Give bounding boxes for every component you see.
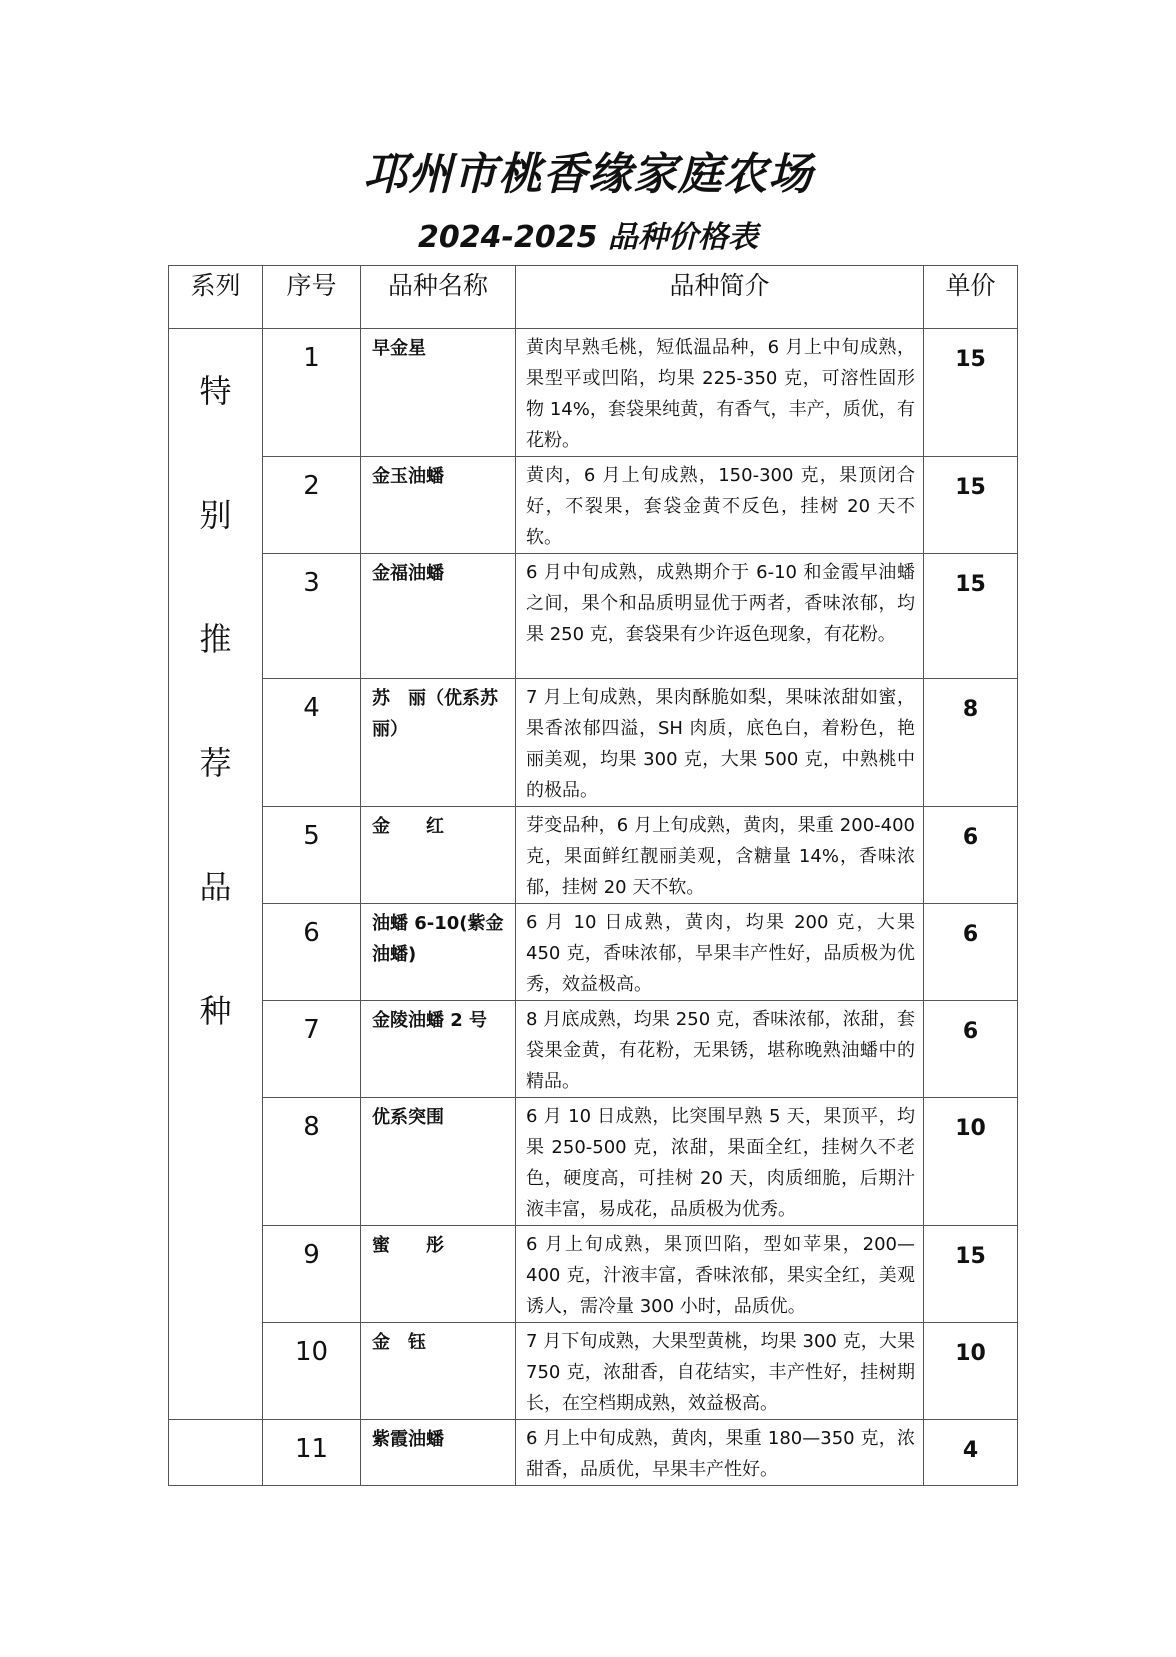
row-price: 10 <box>924 1323 1018 1420</box>
row-desc: 芽变品种，6 月上旬成熟，黄肉，果重 200-400 克，果面鲜红靓丽美观，含糖量 14%，香味浓郁，挂树 20 天不软。 <box>516 807 924 904</box>
page-title: 邛州市桃香缘家庭农场 <box>363 149 813 200</box>
price-table <box>168 265 1018 1486</box>
row-index: 9 <box>263 1226 361 1323</box>
row-name: 优系突围 <box>361 1098 516 1226</box>
row-index: 10 <box>263 1323 361 1420</box>
row-price: 15 <box>924 1226 1018 1323</box>
row-price: 10 <box>924 1098 1018 1226</box>
row-price: 8 <box>924 679 1018 807</box>
table-row <box>169 1001 1018 1098</box>
row-desc: 6 月上中旬成熟，黄肉，果重 180—350 克，浓甜香，品质优，早果丰产性好。 <box>516 1420 924 1486</box>
row-index: 2 <box>263 457 361 554</box>
row-index: 8 <box>263 1098 361 1226</box>
table-row <box>169 1098 1018 1226</box>
row-index: 3 <box>263 554 361 679</box>
row-index: 11 <box>263 1420 361 1486</box>
row-name: 金陵油蟠 2 号 <box>361 1001 516 1098</box>
table-header-row <box>169 266 1018 329</box>
row-index: 7 <box>263 1001 361 1098</box>
row-desc: 6 月中旬成熟，成熟期介于 6-10 和金霞早油蟠之间，果个和品质明显优于两者，香味浓郁，均果 250 克，套袋果有少许返色现象，有花粉。 <box>516 554 924 679</box>
row-name: 蜜 彤 <box>361 1226 516 1323</box>
row-price: 15 <box>924 457 1018 554</box>
table-row <box>169 1420 1018 1486</box>
row-price: 6 <box>924 1001 1018 1098</box>
row-name: 苏 丽（优系苏丽） <box>361 679 516 807</box>
table-row <box>169 1323 1018 1420</box>
table-row <box>169 679 1018 807</box>
header-price: 单价 <box>924 266 1018 329</box>
row-name: 紫霞油蟠 <box>361 1420 516 1486</box>
row-price: 4 <box>924 1420 1018 1486</box>
series-char: 特 <box>199 372 232 410</box>
row-desc: 7 月下旬成熟，大果型黄桃，均果 300 克，大果 750 克，浓甜香，自花结实，丰产性好，挂树期长，在空档期成熟，效益极高。 <box>516 1323 924 1420</box>
table-row <box>169 457 1018 554</box>
row-index: 1 <box>263 329 361 457</box>
row-desc: 黄肉，6 月上旬成熟，150-300 克，果顶闭合好，不裂果，套袋金黄不反色，挂树 20 天不软。 <box>516 457 924 554</box>
row-price: 15 <box>924 329 1018 457</box>
row-name: 金福油蟠 <box>361 554 516 679</box>
series-cell <box>169 329 263 1420</box>
row-price: 6 <box>924 904 1018 1001</box>
row-name: 油蟠 6-10(紫金油蟠) <box>361 904 516 1001</box>
header-desc: 品种简介 <box>516 266 924 329</box>
row-desc: 8 月底成熟，均果 250 克，香味浓郁，浓甜，套袋果金黄，有花粉，无果锈，堪称晚熟油蟠中的精品。 <box>516 1001 924 1098</box>
row-index: 4 <box>263 679 361 807</box>
table-row <box>169 1226 1018 1323</box>
row-name: 金 红 <box>361 807 516 904</box>
row-price: 6 <box>924 807 1018 904</box>
series-char: 种 <box>199 992 232 1030</box>
row-desc: 6 月 10 日成熟，比突围早熟 5 天，果顶平，均果 250-500 克，浓甜，果面全红，挂树久不老色，硬度高，可挂树 20 天，肉质细脆，后期汁液丰富，易成花，品质极为优秀。 <box>516 1098 924 1226</box>
header-series: 系列 <box>169 266 263 329</box>
series-char: 推 <box>199 620 232 658</box>
table-row <box>169 904 1018 1001</box>
series-char: 品 <box>199 868 232 906</box>
row-desc: 6 月 10 日成熟，黄肉，均果 200 克，大果 450 克，香味浓郁，早果丰产性好，品质极为优秀，效益极高。 <box>516 904 924 1001</box>
row-desc: 7 月上旬成熟，果肉酥脆如梨，果味浓甜如蜜，果香浓郁四溢，SH 肉质，底色白，着粉色，艳丽美观，均果 300 克，大果 500 克，中熟桃中的极品。 <box>516 679 924 807</box>
row-desc: 6 月上旬成熟，果顶凹陷，型如苹果，200—400 克，汁液丰富，香味浓郁，果实全红，美观诱人，需冷量 300 小时，品质优。 <box>516 1226 924 1323</box>
series-char: 别 <box>199 496 232 534</box>
row-desc: 黄肉早熟毛桃，短低温品种，6 月上中旬成熟，果型平或凹陷，均果 225-350 克，可溶性固形物 14%，套袋果纯黄，有香气，丰产，质优，有花粉。 <box>516 329 924 457</box>
row-name: 金 钰 <box>361 1323 516 1420</box>
table-row <box>169 329 1018 457</box>
row-price: 15 <box>924 554 1018 679</box>
row-name: 金玉油蟠 <box>361 457 516 554</box>
series-char: 荐 <box>199 744 232 782</box>
series-cell-empty <box>169 1420 263 1486</box>
page-subtitle: 2024-2025 品种价格表 <box>418 220 758 255</box>
row-index: 6 <box>263 904 361 1001</box>
table-row <box>169 807 1018 904</box>
header-index: 序号 <box>263 266 361 329</box>
row-name: 早金星 <box>361 329 516 457</box>
header-name: 品种名称 <box>361 266 516 329</box>
table-row <box>169 554 1018 679</box>
row-index: 5 <box>263 807 361 904</box>
